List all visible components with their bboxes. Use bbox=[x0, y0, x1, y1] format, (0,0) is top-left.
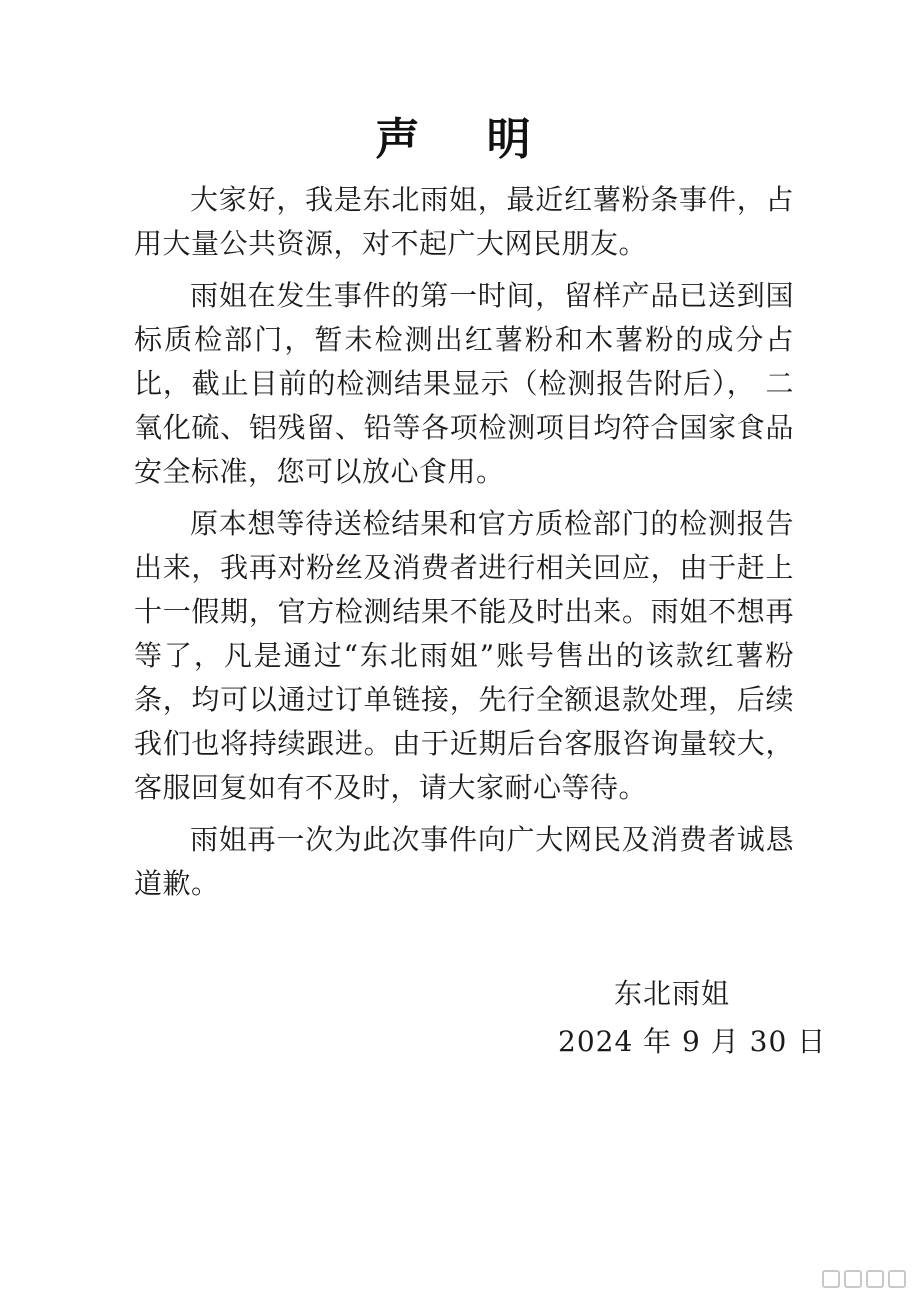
document-title: 声 明 bbox=[375, 114, 557, 165]
paragraph-test-results: 雨姐在发生事件的第一时间，留样产品已送到国标质检部门，暂未检测出红薯粉和木薯粉的成分占比，截止目前的检测结果显示（检测报告附后）， 二氧化硫、铝残留、铅等各项检测项目均符合国家食品安全标准，您可以放心食用。 bbox=[134, 279, 794, 488]
watermark-glyph-icon bbox=[888, 1270, 906, 1288]
paragraph-refund: 原本想等待送检结果和官方质检部门的检测报告出来，我再对粉丝及消费者进行相关回应，由于赶上十一假期，官方检测结果不能及时出来。雨姐不想再等了，凡是通过“东北雨姐”账号售出的该款红薯粉条，均可以通过订单链接，先行全额退款处理，后续我们也将持续跟进。由于近期后台客服咨询量较大，客服回复如有不及时，请大家耐心等待。 bbox=[134, 507, 794, 804]
paragraph-apology: 雨姐再一次为此次事件向广大网民及消费者诚恳道歉。 bbox=[134, 823, 794, 900]
watermark bbox=[810, 1268, 906, 1290]
paragraph-greeting: 大家好，我是东北雨姐，最近红薯粉条事件，占用大量公共资源，对不起广大网民朋友。 bbox=[134, 183, 794, 260]
signature-date: 2024 年 9 月 30 日 bbox=[558, 1025, 827, 1058]
signature-block bbox=[0, 972, 920, 1072]
watermark-glyph-icon bbox=[866, 1270, 884, 1288]
watermark-glyph-icon bbox=[822, 1270, 840, 1288]
watermark-glyph-icon bbox=[844, 1270, 862, 1288]
statement-body bbox=[134, 178, 794, 914]
signature-name: 东北雨姐 bbox=[614, 977, 731, 1010]
